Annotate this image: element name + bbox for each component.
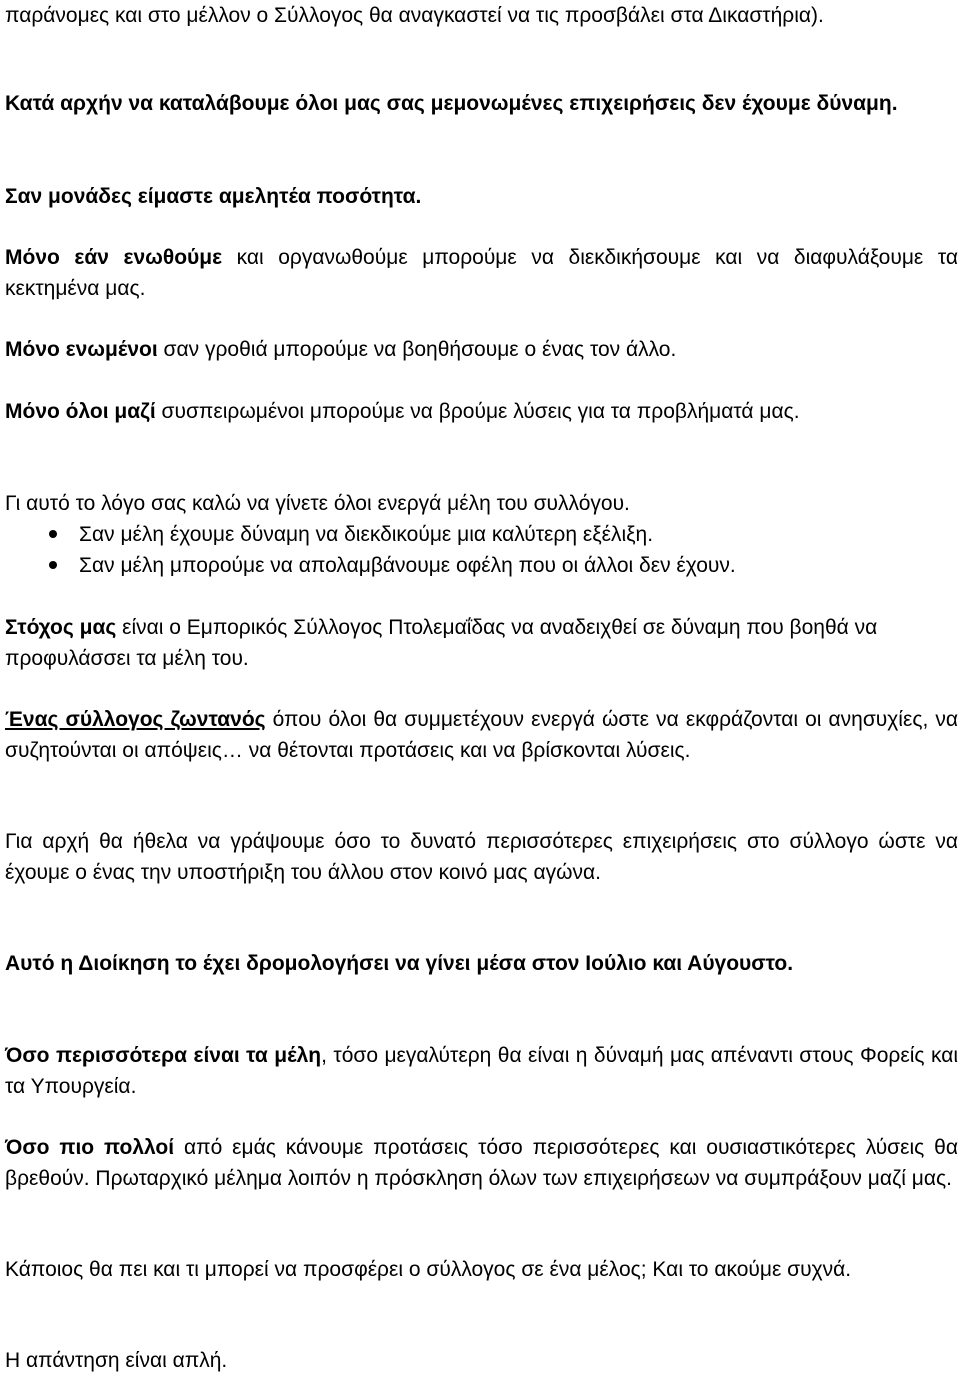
paragraph-become-members — [5, 488, 958, 519]
paragraph-more-of-us — [5, 1132, 958, 1194]
membership-call-block — [5, 488, 958, 581]
paragraph-text: Η απάντηση είναι απλή. — [5, 1349, 228, 1372]
emphasis-text: Στόχος μας — [5, 616, 117, 639]
emphasis-text: Ένας σύλλογος ζωντανός — [5, 708, 266, 731]
paragraph-living-association — [5, 704, 958, 766]
list-item — [5, 550, 958, 581]
paragraph-what-can-offer — [5, 1254, 958, 1285]
paragraph-text: Σαν μονάδες είμαστε αμελητέα ποσότητα. — [5, 185, 422, 208]
paragraph-intro-continuation — [5, 0, 958, 31]
paragraph-our-goal — [5, 612, 958, 674]
paragraph-text: συσπειρωμένοι μπορούμε να βρούμε λύσεις για τα προβλήματά μας. — [155, 400, 800, 423]
paragraph-text: Για αρχή θα ήθελα να γράψουμε όσο το δυνατό περισσότερες επιχειρήσεις στο σύλλογο ώστε να έχουμε ο ένας την υποστήριξη του άλλου στον κοινό μας αγώνα. — [5, 830, 958, 884]
paragraph-text: παράνομες και στο μέλλον ο Σύλλογος θα αναγκαστεί να τις προσβάλει στα Δικαστήρια). — [5, 4, 824, 27]
paragraph-only-if-united — [5, 242, 958, 304]
paragraph-negligible-quantity — [5, 181, 958, 212]
benefits-list — [5, 519, 958, 581]
paragraph-text: Κατά αρχήν να καταλάβουμε όλοι μας σας μεμονωμένες επιχειρήσεις δεν έχουμε δύναμη. — [5, 92, 898, 115]
bullet-icon — [49, 530, 57, 538]
emphasis-text: Όσο περισσότερα είναι τα μέλη — [5, 1044, 322, 1067]
paragraph-only-united — [5, 334, 958, 365]
paragraph-text: Γι αυτό το λόγο σας καλώ να γίνετε όλοι ενεργά μέλη του συλλόγου. — [5, 492, 630, 515]
emphasis-text: Μόνο όλοι μαζί — [5, 400, 156, 423]
paragraph-answer-simple — [5, 1345, 958, 1376]
bullet-icon — [49, 561, 57, 569]
paragraph-text: είναι ο Εμπορικός Σύλλογος Πτολεμαΐδας να αναδειχθεί σε δύναμη που βοηθά να προφυλάσσει τα μέλη του. — [5, 616, 878, 670]
emphasis-text: Μόνο εάν ενωθούμε — [5, 246, 223, 269]
paragraph-text: Αυτό η Διοίκηση το έχει δρομολογήσει να γίνει μέσα στον Ιούλιο και Αύγουστο. — [5, 952, 794, 975]
paragraph-text: σαν γροθιά μπορούμε να βοηθήσουμε ο ένας τον άλλο. — [157, 338, 677, 361]
paragraph-text: και οργανωθούμε μπορούμε να διεκδικήσουμε και να διαφυλάξουμε τα κεκτημένα μας. — [5, 246, 958, 300]
paragraph-text: όπου όλοι θα συμμετέχουν ενεργά ώστε να εκφράζονται οι ανησυχίες, να συζητούνται οι απόψεις… να θέτονται προτάσεις και να βρίσκονται λύσεις. — [5, 708, 958, 762]
paragraph-understand-no-power — [5, 88, 958, 119]
list-item — [5, 519, 958, 550]
paragraph-all-together — [5, 396, 958, 427]
emphasis-text: Μόνο ενωμένοι — [5, 338, 158, 361]
list-item-text: Σαν μέλη μπορούμε να απολαμβάνουμε οφέλη που οι άλλοι δεν έχουν. — [79, 554, 736, 577]
list-item-text: Σαν μέλη έχουμε δύναμη να διεκδικούμε μια καλύτερη εξέλιξη. — [79, 523, 654, 546]
paragraph-text: , τόσο μεγαλύτερη θα είναι η δύναμή μας απέναντι στους Φορείς και τα Υπουργεία. — [5, 1044, 959, 1098]
paragraph-more-members — [5, 1040, 958, 1102]
paragraph-text: Κάποιος θα πει και τι μπορεί να προσφέρει ο σύλλογος σε ένα μέλος; Και το ακούμε συχνά. — [5, 1258, 852, 1281]
paragraph-register-businesses — [5, 826, 958, 888]
paragraph-administration-schedule — [5, 948, 958, 979]
paragraph-text: από εμάς κάνουμε προτάσεις τόσο περισσότερες και ουσιαστικότερες λύσεις θα βρεθούν. Πρωταρχικό μέλημα λοιπόν η πρόσκληση όλων των επιχειρήσεων να συμπράξουν μαζί μας. — [5, 1136, 958, 1190]
emphasis-text: Όσο πιο πολλοί — [5, 1136, 175, 1159]
